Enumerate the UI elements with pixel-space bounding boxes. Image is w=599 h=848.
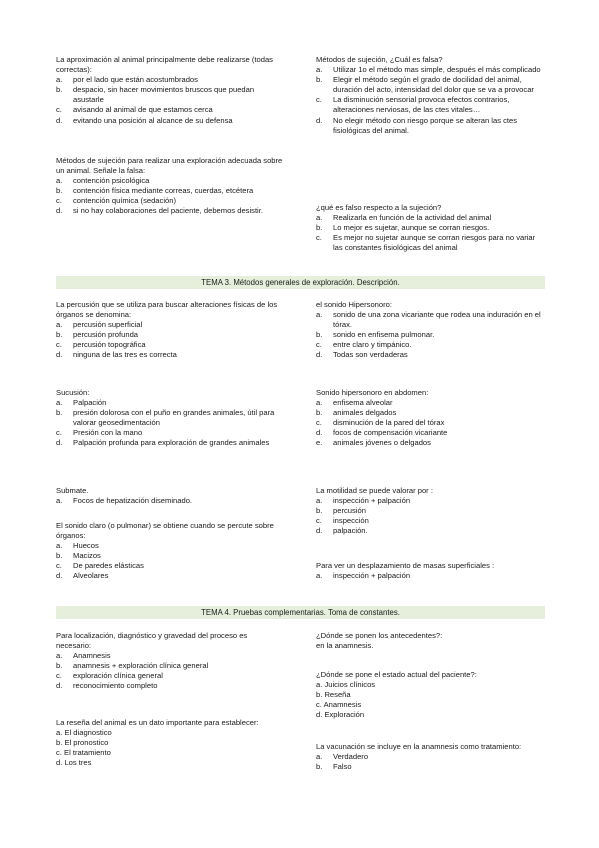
question-text: el sonido Hipersonoro: [316, 300, 392, 309]
question-text: Métodos de sujeción para realizar una exploración adecuada sobre un animal. Señale la falsa: [56, 156, 283, 176]
answer-option [316, 233, 546, 253]
question-text: La motilidad se puede valorar por : [316, 486, 433, 495]
answer-option [316, 340, 546, 350]
question-block [316, 203, 546, 253]
option-letter: d. [316, 115, 323, 125]
option-text: percusión [333, 506, 366, 516]
answer-option [316, 428, 546, 438]
option-text: Todas son verdaderas [333, 350, 408, 360]
option-letter: b. [56, 661, 63, 671]
question-text: Sonido hipersonoro en abdomen: [316, 388, 429, 397]
option-letter: b. [316, 762, 323, 772]
answer-option [316, 506, 546, 516]
answer-option [316, 398, 546, 408]
option-text: percusión superficial [73, 320, 143, 330]
option-text: inspección + palpación [333, 571, 411, 581]
answer-option [56, 571, 284, 581]
option-text: anamnesis + exploración clínica general [73, 661, 209, 671]
answer-option [316, 213, 546, 223]
answer-option [56, 85, 284, 105]
section-header-tema3: TEMA 3. Métodos generales de exploración. Descripción. [56, 276, 545, 289]
option-text: percusión topográfica [73, 340, 146, 350]
option-letter: a. [316, 571, 323, 581]
option-text: contención química (sedación) [73, 196, 176, 206]
option-letter: a. [316, 752, 323, 762]
option-text: Anamnesis [73, 651, 111, 661]
option-letter: b. [56, 551, 63, 561]
answer-option [56, 105, 284, 115]
option-text: Es mejor no sujetar aunque se corran riesgos para no variar las constantes fisiológicas del animal [333, 233, 536, 253]
option-text: La disminución sensorial provoca efectos contrarios, alteraciones nerviosas, de las ctes vitales… [333, 95, 510, 115]
option-text: Focos de hepatización diseminado. [73, 496, 193, 506]
option-text: Alveolares [73, 571, 109, 581]
option-letter: c. [56, 561, 62, 571]
option-letter: c. [316, 95, 322, 105]
option-letter: c. [316, 418, 322, 428]
question-text: Métodos de sujeción, ¿Cuál es falsa? [316, 55, 443, 64]
answer-option [56, 671, 284, 681]
answer-option [56, 340, 284, 350]
answer-line: d. Exploración [316, 710, 365, 720]
option-text: reconocimiento completo [73, 681, 158, 691]
answer-option [316, 752, 546, 762]
question-block [316, 300, 546, 361]
answer-option [316, 496, 546, 506]
question-text: La aproximación al animal principalmente debe realizarse (todas correctas): [56, 55, 273, 75]
answer-option [56, 186, 284, 196]
option-letter: d. [56, 438, 63, 448]
option-letter: c. [316, 340, 322, 350]
option-letter: c. [56, 340, 62, 350]
question-block [56, 388, 284, 449]
option-letter: a. [56, 176, 63, 186]
option-letter: b. [316, 408, 323, 418]
answer-line: b. El pronostico [56, 738, 109, 748]
answer-option [56, 330, 284, 340]
option-text: disminución de la pared del tórax [333, 418, 445, 428]
option-letter: a. [56, 541, 63, 551]
question-text: La reseña del animal es un dato importante para establecer: [56, 718, 259, 727]
question-block [316, 388, 546, 449]
question-block [56, 631, 284, 692]
answer-option [56, 438, 284, 448]
answer-line: c. Anamnesis [316, 700, 362, 710]
option-text: palpación. [333, 526, 368, 536]
option-letter: e. [316, 438, 323, 448]
question-block [316, 742, 546, 772]
answer-option [316, 350, 546, 360]
answer-option [56, 496, 284, 506]
option-text: despacio, sin hacer movimientos bruscos que puedan asustarle [73, 85, 255, 105]
option-letter: d. [56, 681, 63, 691]
answer-line: a. Juicios clínicos [316, 680, 376, 690]
option-text: Elegir el método según el grado de docilidad del animal, duración del acto, intensidad del dolor que se va a provocar [333, 75, 534, 95]
option-letter: b. [316, 506, 323, 516]
option-letter: a. [316, 213, 323, 223]
option-text: Lo mejor es sujetar, aunque se corran riesgos. [333, 223, 490, 233]
option-letter: b. [316, 223, 323, 233]
answer-option [316, 310, 546, 330]
option-letter: b. [56, 330, 63, 340]
question-block [56, 486, 284, 506]
answer-option [316, 571, 546, 581]
option-letter: a. [316, 398, 323, 408]
option-letter: b. [56, 186, 63, 196]
option-text: sonido de una zona vicariante que rodea una induración en el tórax. [333, 310, 541, 330]
question-text: La percusión que se utiliza para buscar alteraciones físicas de los órganos se denomina: [56, 300, 278, 320]
answer-option [56, 408, 284, 428]
answer-option [316, 65, 546, 75]
question-block [316, 670, 546, 720]
option-text: De paredes elásticas [73, 561, 144, 571]
option-letter: d. [56, 115, 63, 125]
question-text: ¿Dónde se ponen los antecedentes?: [316, 631, 443, 640]
option-text: Huecos [73, 541, 99, 551]
option-text: contención física mediante correas, cuerdas, etcétera [73, 186, 254, 196]
question-block [56, 300, 284, 361]
question-block [316, 631, 546, 651]
option-letter: c. [56, 105, 62, 115]
option-text: presión dolorosa con el puño en grandes animales, útil para valorar geosedimentación [73, 408, 275, 428]
option-text: sonido en enfisema pulmonar. [333, 330, 435, 340]
answer-option [316, 223, 546, 233]
option-letter: b. [316, 330, 323, 340]
option-text: animales delgados [333, 408, 397, 418]
option-text: Palpación [73, 398, 107, 408]
question-block [56, 718, 284, 768]
option-text: exploración clínica general [73, 671, 163, 681]
option-text: focos de compensación vicariante [333, 428, 448, 438]
answer-option [56, 428, 284, 438]
answer-line: en la anamnesis. [316, 641, 374, 651]
question-text: Sucusión: [56, 388, 90, 397]
question-block [56, 55, 284, 126]
option-letter: a. [56, 398, 63, 408]
option-text: enfisema alveolar [333, 398, 393, 408]
question-text: ¿Dónde se pone el estado actual del paciente?: [316, 670, 477, 679]
answer-option [56, 320, 284, 330]
option-letter: c. [316, 233, 322, 243]
option-letter: c. [56, 196, 62, 206]
option-letter: a. [56, 320, 63, 330]
question-text: Submate. [56, 486, 89, 495]
section-header-tema4: TEMA 4. Pruebas complementarias. Toma de constantes. [56, 606, 545, 619]
answer-option [316, 116, 546, 136]
option-text: entre claro y timpánico. [333, 340, 412, 350]
answer-line: c. El tratamiento [56, 748, 111, 758]
option-text: Macizos [73, 551, 101, 561]
question-block [56, 521, 284, 582]
answer-option [56, 541, 284, 551]
option-text: contención psicológica [73, 176, 150, 186]
answer-option [316, 526, 546, 536]
option-letter: c. [56, 671, 62, 681]
question-text: El sonido claro (o pulmonar) se obtiene cuando se percute sobre órganos: [56, 521, 274, 541]
option-text: evitando una posición al alcance de su defensa [73, 115, 233, 125]
question-text: ¿qué es falso respecto a la sujeción? [316, 203, 442, 212]
answer-line: a. El diagnostico [56, 728, 112, 738]
answer-option [316, 330, 546, 340]
question-text: Para ver un desplazamiento de masas superficiales : [316, 561, 495, 570]
option-letter: d. [316, 428, 323, 438]
answer-option [56, 350, 284, 360]
answer-option [56, 561, 284, 571]
option-text: Verdadero [333, 752, 369, 762]
option-text: No elegir método con riesgo porque se alteran las ctes fisiológicas del animal. [333, 115, 518, 135]
option-letter: a. [56, 651, 63, 661]
option-letter: b. [56, 85, 63, 95]
option-text: percusión profunda [73, 330, 139, 340]
option-letter: d. [316, 526, 323, 536]
option-text: Falso [333, 762, 352, 772]
answer-option [56, 206, 284, 216]
option-text: si no hay colaboraciones del paciente, debemos desistir. [73, 206, 263, 216]
option-letter: d. [316, 350, 323, 360]
option-text: avisando al animal de que estamos cerca [73, 105, 213, 115]
answer-option [316, 516, 546, 526]
question-block [316, 486, 546, 536]
answer-option [316, 95, 546, 115]
answer-option [56, 651, 284, 661]
answer-option [56, 398, 284, 408]
question-text: Para localización, diagnóstico y gravedad del proceso es necesario: [56, 631, 248, 651]
option-letter: d. [56, 571, 63, 581]
answer-line: b. Reseña [316, 690, 351, 700]
answer-option [316, 75, 546, 95]
answer-option [316, 418, 546, 428]
option-text: por el lado que están acostumbrados [73, 75, 198, 85]
answer-option [56, 196, 284, 206]
answer-line: d. Los tres [56, 758, 92, 768]
option-letter: b. [316, 75, 323, 85]
option-text: Utilizar 1o el método mas simple, después el más complicado [333, 65, 541, 75]
question-block [316, 561, 546, 581]
answer-option [56, 75, 284, 85]
question-block [56, 156, 284, 217]
answer-option [56, 681, 284, 691]
answer-option [56, 116, 284, 126]
option-text: Presión con la mano [73, 428, 143, 438]
option-text: inspección + palpación [333, 496, 411, 506]
option-text: Palpación profunda para exploración de grandes animales [73, 438, 270, 448]
option-letter: a. [316, 65, 323, 75]
option-letter: a. [56, 75, 63, 85]
answer-option [56, 176, 284, 186]
answer-option [56, 661, 284, 671]
option-letter: a. [316, 310, 323, 320]
option-text: ninguna de las tres es correcta [73, 350, 177, 360]
question-block [316, 55, 546, 136]
option-text: animales jóvenes o delgados [333, 438, 431, 448]
option-letter: a. [316, 496, 323, 506]
option-letter: c. [316, 516, 322, 526]
option-text: inspección [333, 516, 369, 526]
option-letter: c. [56, 428, 62, 438]
answer-option [316, 408, 546, 418]
option-letter: d. [56, 206, 63, 216]
answer-option [316, 762, 546, 772]
option-text: Realizarla en función de la actividad del animal [333, 213, 492, 223]
question-text: La vacunación se incluye en la anamnesis como tratamiento: [316, 742, 522, 751]
option-letter: a. [56, 496, 63, 506]
answer-option [316, 438, 546, 448]
option-letter: b. [56, 408, 63, 418]
option-letter: d. [56, 350, 63, 360]
answer-option [56, 551, 284, 561]
